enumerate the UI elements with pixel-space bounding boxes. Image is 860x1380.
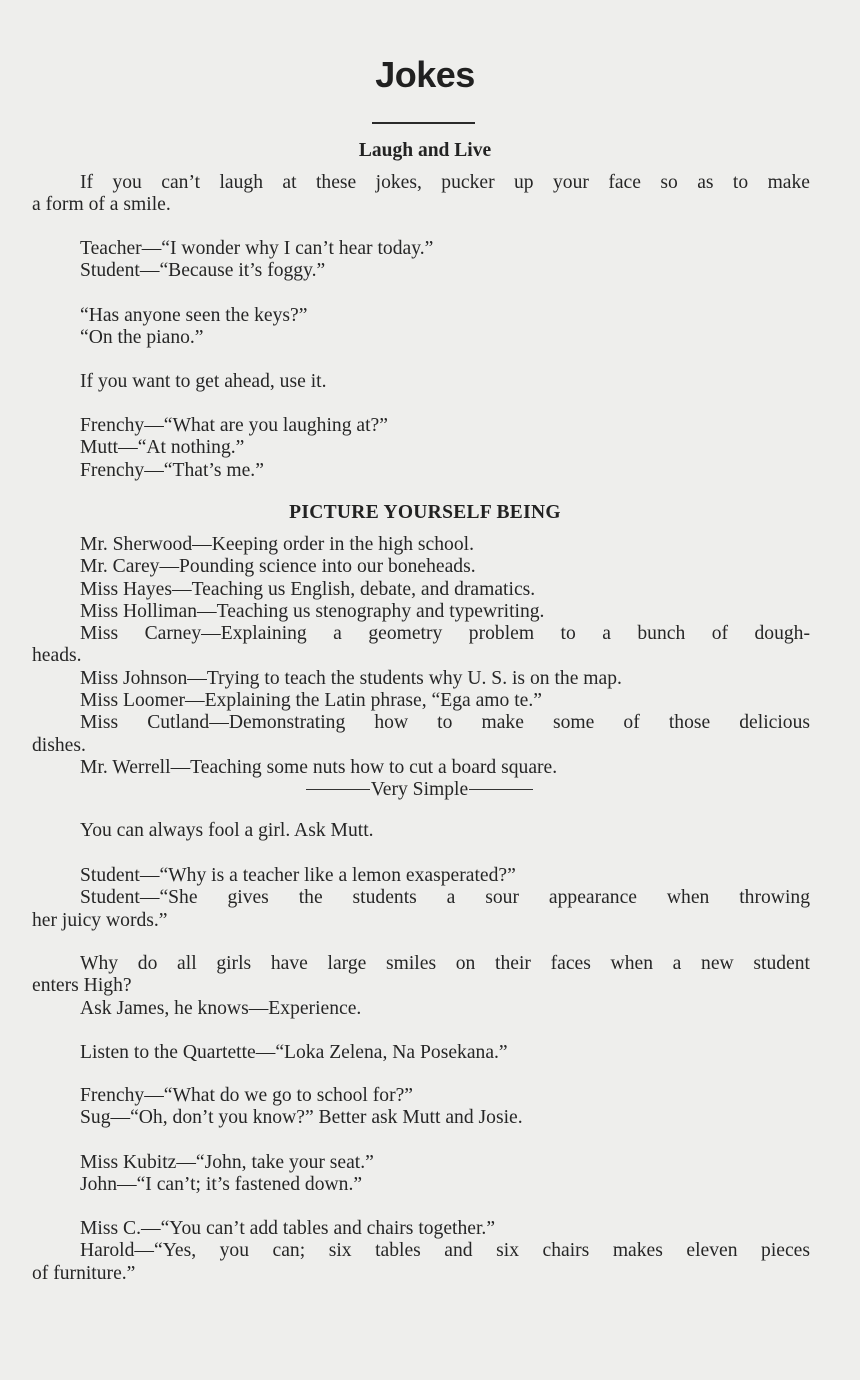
joke-line: If you want to get ahead, use it. [80,371,327,392]
joke-line: Frenchy—“What do we go to school for?” [80,1085,413,1106]
title-divider [372,122,475,124]
list-item-continued: dishes. [32,734,86,756]
joke-lemon [32,865,810,932]
left-dash [306,789,370,790]
right-dash [469,789,533,790]
joke-line: Student—“She gives the students a sour appearance when throwing [80,887,810,909]
intro-line: If you can’t laugh at these jokes, pucker up your face so as to make [80,172,810,193]
section-laugh-and-live [32,172,810,217]
joke-line: John—“I can’t; it’s fastened down.” [80,1174,363,1196]
joke-school [32,1085,810,1130]
joke-line: Frenchy—“What are you laughing at?” [80,415,388,436]
section-heading-picture-yourself: PICTURE YOURSELF BEING [289,502,561,523]
list-item: Mr. Carey—Pounding science into our boneheads. [80,556,476,578]
joke-line: Sug—“Oh, don’t you know?” Better ask Mutt and Josie. [80,1107,523,1129]
joke-line: Ask James, he knows—Experience. [80,997,362,1019]
joke-smiles [32,953,810,1020]
section-picture-yourself [32,534,810,802]
joke-line: her juicy words.” [32,909,168,931]
joke-line: Miss Kubitz—“John, take your seat.” [80,1152,374,1173]
joke-line: Frenchy—“That’s me.” [80,459,264,481]
list-item-continued: heads. [32,645,82,667]
list-item: Miss Holliman—Teaching us stenography and typewriting. [80,600,545,622]
joke-keys [32,305,810,350]
joke-fool-a-girl [32,820,810,842]
joke-line: Teacher—“I wonder why I can’t hear today.” [80,238,434,259]
joke-line: You can always fool a girl. Ask Mutt. [80,820,374,841]
joke-line: Student—“Because it’s foggy.” [80,260,326,282]
joke-line: “On the piano.” [80,327,204,349]
list-item: Miss Carney—Explaining a geometry problem to a bunch of dough- [80,623,810,645]
joke-line: Mutt—“At nothing.” [80,437,245,459]
joke-line: of furniture.” [32,1262,136,1284]
joke-line: Listen to the Quartette—“Loka Zelena, Na Posekana.” [80,1042,508,1063]
page-title: Jokes [375,54,475,95]
joke-line: Why do all girls have large smiles on their faces when a new student [80,953,810,974]
list-item: Miss Johnson—Trying to teach the students why U. S. is on the map. [80,667,622,689]
list-item: Mr. Werrell—Teaching some nuts how to cut a board square. [80,756,558,778]
joke-line: “Has anyone seen the keys?” [80,305,308,326]
joke-line: enters High? [32,975,132,997]
list-item: Mr. Sherwood—Keeping order in the high school. [80,534,474,555]
very-simple-text: Very Simple [370,779,469,801]
joke-laughing [32,415,810,482]
joke-tables-chairs [32,1218,810,1285]
joke-line: Harold—“Yes, you can; six tables and six chairs makes eleven pieces [80,1240,810,1262]
list-item: Miss Cutland—Demonstrating how to make some of those delicious [80,712,810,734]
list-item: Miss Hayes—Teaching us English, debate, and dramatics. [80,578,536,600]
joke-line: Miss C.—“You can’t add tables and chairs together.” [80,1218,496,1239]
section-heading-laugh-and-live: Laugh and Live [358,140,492,161]
very-simple-caption [32,779,807,801]
joke-quartette [32,1042,810,1064]
joke-seat [32,1152,810,1197]
intro-line: a form of a smile. [32,194,171,216]
joke-line: Student—“Why is a teacher like a lemon exasperated?” [80,865,516,886]
joke-foggy [32,238,810,283]
list-item: Miss Loomer—Explaining the Latin phrase, “Ega amo te.” [80,690,542,712]
joke-ahead [32,371,810,393]
